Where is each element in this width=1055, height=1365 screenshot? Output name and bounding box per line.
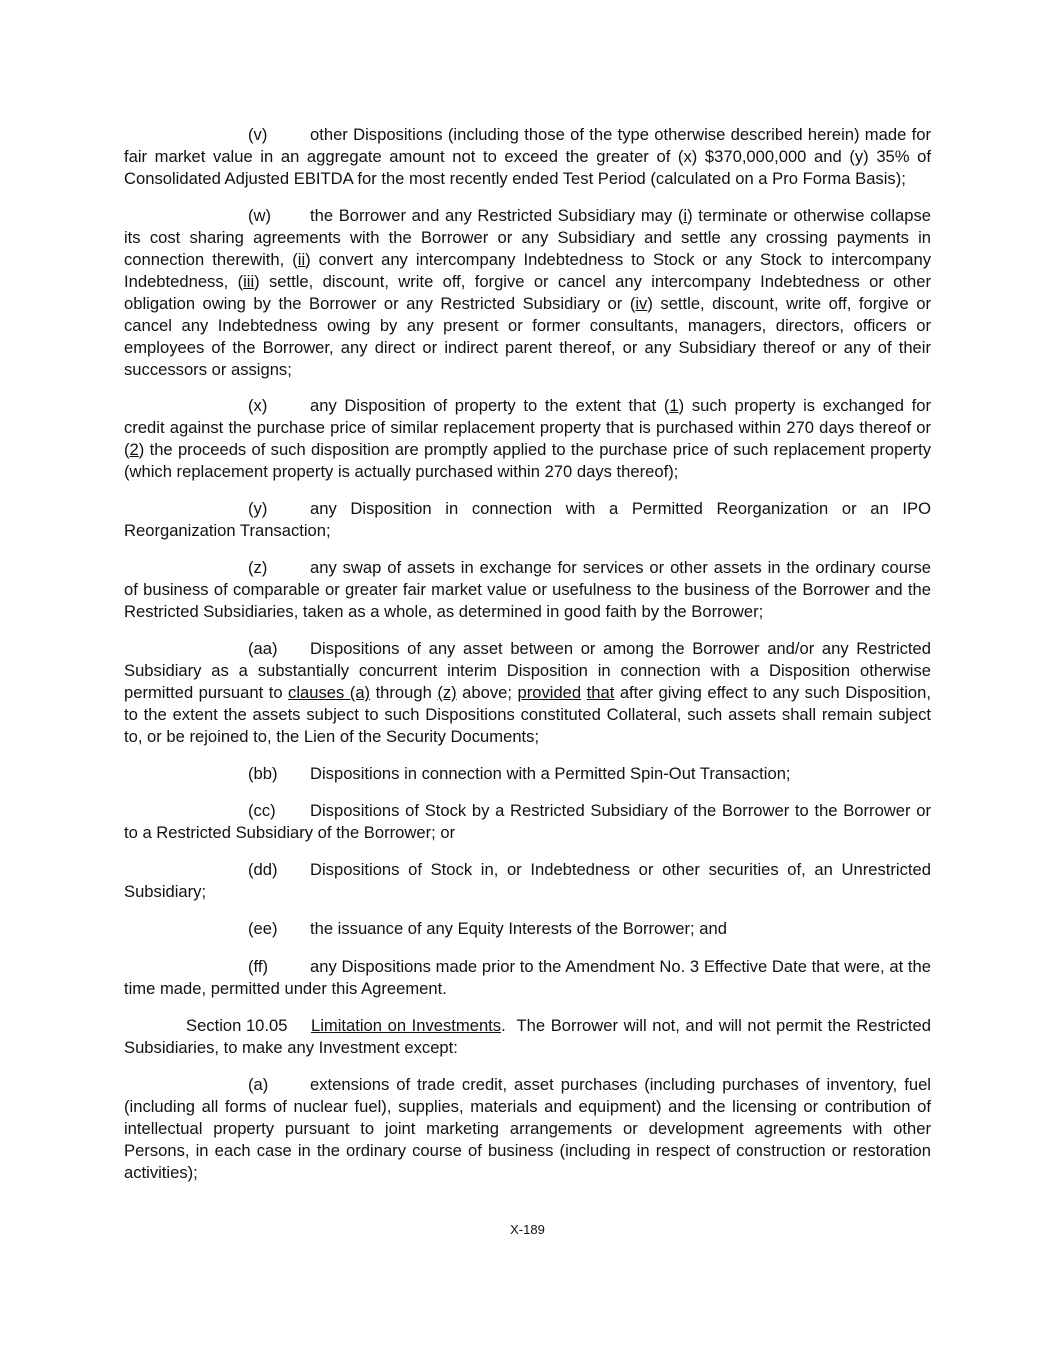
- clause-ff: [124, 956, 931, 1000]
- clause-v: [124, 124, 931, 190]
- clause-label: (bb): [248, 764, 278, 783]
- ref-clauses-a: clauses (a): [288, 683, 371, 702]
- clause-cc: [124, 800, 931, 844]
- clause-text: Dispositions of any asset between or among the Borrower and/or any Restricted Subsidiary as a substantially concurrent interim Disposition in connection with a Disposition otherwise permitted pursuant to: [124, 639, 931, 702]
- term-provided: provided: [517, 683, 582, 702]
- clause-text: any Disposition in connection with a Permitted Reorganization or an IPO Reorganization Transaction;: [124, 499, 931, 540]
- clause-label: (aa): [248, 639, 278, 658]
- page-number: X-189: [510, 1222, 545, 1237]
- clause-label: (a): [248, 1075, 269, 1094]
- clause-z: [124, 557, 931, 623]
- clause-text: Dispositions in connection with a Permitted Spin-Out Transaction;: [310, 764, 791, 783]
- clause-dd: [124, 859, 931, 903]
- section-label: Section 10.05: [186, 1016, 288, 1035]
- section-10-05: [124, 1015, 936, 1059]
- clause-ee: [124, 918, 931, 940]
- clause-label: (x): [248, 396, 268, 415]
- ref-2: 2: [129, 440, 139, 459]
- clause-label: (w): [248, 206, 272, 225]
- ref-iii: iii: [243, 272, 255, 291]
- clause-label: (z): [248, 558, 268, 577]
- section-title: Limitation on Investments: [311, 1016, 502, 1035]
- clause-a: [124, 1074, 931, 1184]
- clause-text: after giving effect to any such Disposition, to the extent the assets subject to such Dispositions constituted Collateral, such assets shall remain subject to, or be rejoined to, the Lien of the Security Documents;: [124, 683, 931, 746]
- clause-text: above;: [456, 683, 518, 702]
- clause-y: [124, 498, 931, 542]
- clause-aa: [124, 638, 931, 748]
- term-that: that: [586, 683, 615, 702]
- clause-bb: [124, 763, 931, 785]
- clause-text: the issuance of any Equity Interests of the Borrower; and: [310, 919, 727, 938]
- clause-label: (ee): [248, 919, 278, 938]
- clause-text: extensions of trade credit, asset purchases (including purchases of inventory, fuel (including all forms of nuclear fuel), supplies, materials and equipment) and the licensing or contribution of intellectual property pursuant to joint marketing arrangements or development agreements with other Persons, in each case in the ordinary course of business (including in respect of construction or restoration activities);: [124, 1075, 931, 1182]
- ref-z: (z): [437, 683, 457, 702]
- clause-text: other Dispositions (including those of the type otherwise described herein) made for fair market value in an aggregate amount not to exceed the greater of (x) $370,000,000 and (y) 35% of Consolidated Adjusted EBITDA for the most recently ended Test Period (calculated on a Pro Forma Basis);: [124, 125, 931, 188]
- clause-label: (ff): [248, 957, 268, 976]
- clause-text: any Disposition of property to the extent that (: [310, 396, 670, 415]
- section-period: .: [501, 1016, 506, 1035]
- clause-text: any swap of assets in exchange for services or other assets in the ordinary course of business of comparable or greater fair market value or usefulness to the business of the Borrower and the Restricted Subsidiaries, taken as a whole, as determined in good faith by the Borrower;: [124, 558, 931, 621]
- clause-text: ) such property is exchanged for credit against the purchase price of similar replacement property that is purchased within 270 days thereof or (: [124, 396, 931, 459]
- clause-text: Dispositions of Stock in, or Indebtedness or other securities of, an Unrestricted Subsidiary;: [124, 860, 931, 901]
- clause-x: [124, 395, 931, 483]
- clause-text: the Borrower and any Restricted Subsidiary may (: [310, 206, 684, 225]
- clause-text: ) terminate or otherwise collapse its cost sharing agreements with the Borrower or any Subsidiary and settle any crossing payments in connection therewith, (: [124, 206, 932, 269]
- ref-iv: iv: [635, 294, 648, 313]
- ref-ii: ii: [297, 250, 306, 269]
- clause-label: (y): [248, 499, 268, 518]
- section-text: The Borrower will not, and will not permit the Restricted Subsidiaries, to make any Investment except:: [124, 1016, 936, 1057]
- clause-text: through: [370, 683, 438, 702]
- clause-text: ) settle, discount, write off, forgive or cancel any Indebtedness owing by any present or former consultants, managers, directors, officers or employees of the Borrower, any direct or indirect parent thereof, or any Subsidiary thereof or any of their successors or assigns;: [124, 294, 931, 379]
- clause-w: [124, 205, 931, 381]
- clause-text: any Dispositions made prior to the Amendment No. 3 Effective Date that were, at the time made, permitted under this Agreement.: [124, 957, 931, 998]
- clause-text: ) settle, discount, write off, forgive or cancel any intercompany Indebtedness or other obligation owing by the Borrower or any Restricted Subsidiary or (: [124, 272, 931, 313]
- ref-i: i: [683, 206, 688, 225]
- ref-1: 1: [669, 396, 679, 415]
- clause-label: (v): [248, 125, 268, 144]
- clause-text: ) the proceeds of such disposition are promptly applied to the purchase price of such replacement property (which replacement property is actually purchased within 270 days thereof);: [124, 440, 931, 481]
- clause-label: (cc): [248, 801, 276, 820]
- clause-label: (dd): [248, 860, 278, 879]
- clause-text: ) convert any intercompany Indebtedness to Stock or any Stock to intercompany Indebtedness, (: [124, 250, 932, 291]
- clause-text: Dispositions of Stock by a Restricted Subsidiary of the Borrower to the Borrower or to a Restricted Subsidiary of the Borrower; or: [124, 801, 931, 842]
